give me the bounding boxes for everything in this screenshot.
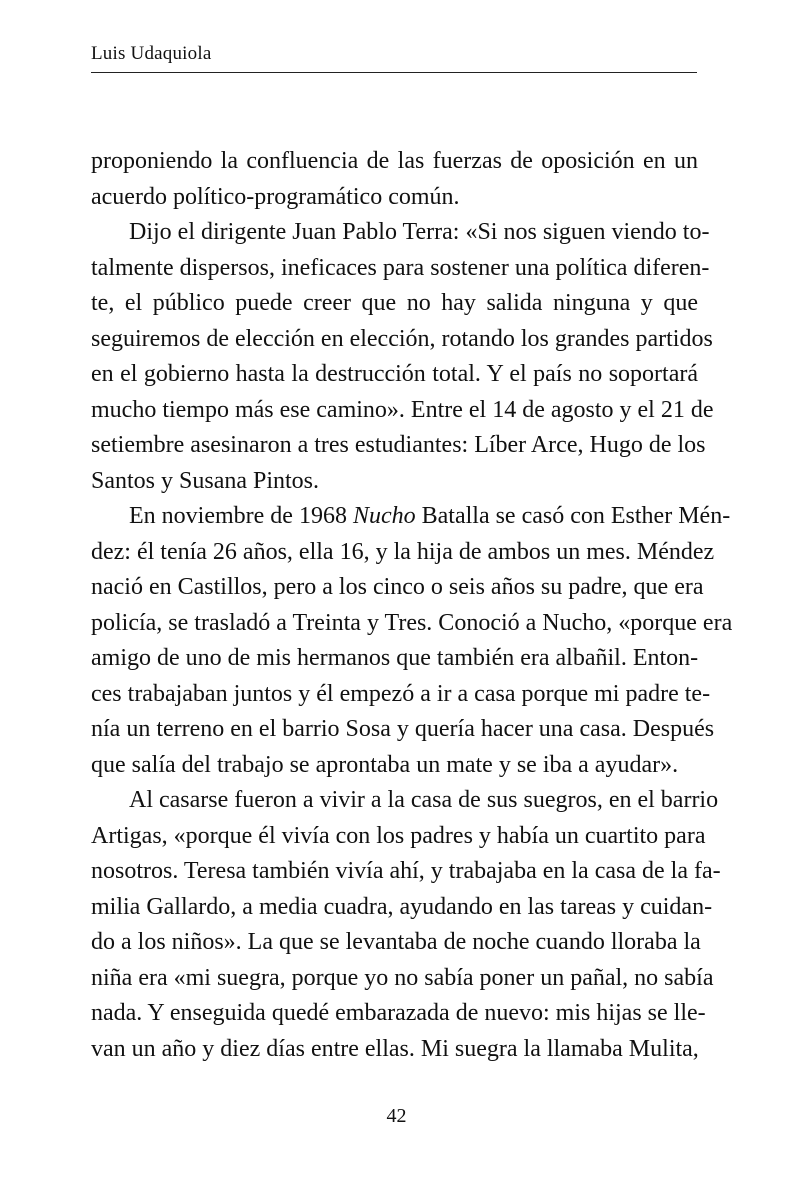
text-line: ces trabajaban juntos y él empezó a ir a casa porque mi padre te- [91, 680, 711, 707]
text-line: proponiendo la confluencia de las fuerzas de oposición en un [91, 148, 698, 174]
text-line: mucho tiempo más ese camino». Entre el 14 de agosto y el 21 de [91, 396, 714, 423]
text-line: van un año y diez días entre ellas. Mi suegra la llamaba Mulita, [91, 1035, 699, 1062]
text-line: nosotros. Teresa también vivía ahí, y trabajaba en la casa de la fa- [91, 858, 721, 884]
text-run: Batalla se casó con Esther Mén- [415, 503, 731, 529]
text-line: Al casarse fueron a vivir a la casa de sus suegros, en el barrio [129, 787, 719, 813]
text-line: acuerdo político-programático común. [91, 183, 460, 210]
text-line: policía, se trasladó a Treinta y Tres. Conoció a Nucho, «porque era [91, 609, 733, 636]
text-line-mixed [91, 499, 731, 535]
text-line: talmente dispersos, ineficaces para sostener una política diferen- [91, 254, 710, 281]
text-line: nía un terreno en el barrio Sosa y quería hacer una casa. Después [91, 716, 715, 742]
text-line: setiembre asesinaron a tres estudiantes: Líber Arce, Hugo de los [91, 432, 706, 458]
text-line: nació en Castillos, pero a los cinco o seis años su padre, que era [91, 574, 704, 600]
running-header: Luis Udaquiola [91, 43, 212, 64]
text-line: Artigas, «porque él vivía con los padres y había un cuartito para [91, 822, 706, 849]
text-line: niña era «mi suegra, porque yo no sabía poner un pañal, no sabía [91, 964, 714, 991]
page-number: 42 [386, 1105, 407, 1127]
text-line: que salía del trabajo se aprontaba un mate y se iba a ayudar». [91, 751, 679, 778]
text-line: nada. Y enseguida quedé embarazada de nuevo: mis hijas se lle- [91, 1000, 706, 1026]
text-line: Santos y Susana Pintos. [91, 467, 320, 494]
text-line: milia Gallardo, a media cuadra, ayudando en las tareas y cuidan- [91, 893, 713, 920]
text-line: dez: él tenía 26 años, ella 16, y la hija de ambos un mes. Méndez [91, 538, 715, 565]
text-line: amigo de uno de mis hermanos que también era albañil. Enton- [91, 645, 699, 671]
text-line: seguiremos de elección en elección, rotando los grandes partidos [91, 325, 713, 352]
text-run: En noviembre de 1968 [129, 503, 353, 529]
body-text [91, 144, 733, 1067]
text-line: te, el público puede creer que no hay salida ninguna y que [91, 290, 698, 316]
italic-name: Nucho [352, 503, 416, 529]
text-line: Dijo el dirigente Juan Pablo Terra: «Si nos siguen viendo to- [129, 219, 710, 245]
text-line: en el gobierno hasta la destrucción total. Y el país no soportará [91, 361, 698, 387]
text-line: do a los niños». La que se levantaba de noche cuando lloraba la [91, 929, 701, 955]
header-rule [91, 72, 697, 73]
